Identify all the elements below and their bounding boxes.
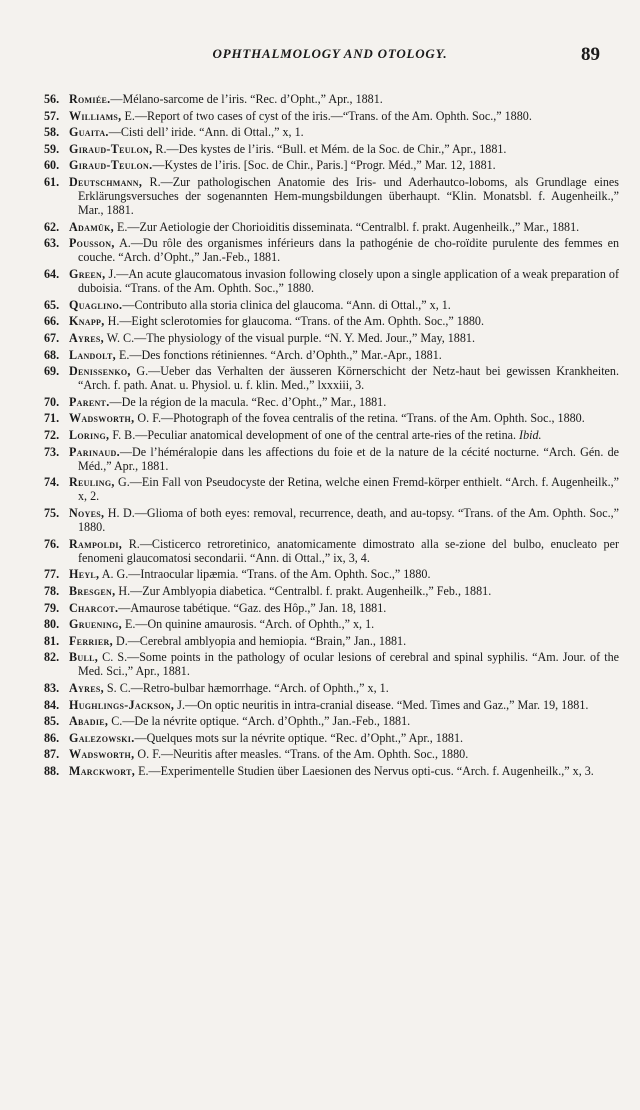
entry-author: Guaita. — [69, 125, 109, 140]
entry-author: Wadsworth, — [69, 747, 135, 762]
entry-citation: C. S.—Some points in the pathology of ocular lesions of cerebral and spinal syphilis. “Am. Jour. of the Med. Sci.,” Apr., 1881. — [78, 650, 619, 679]
entry-number: 81. — [44, 633, 60, 648]
entry-citation: —Kystes de l’iris. [Soc. de Chir., Paris.] “Progr. Méd.,” Mar. 12, 1881. — [152, 158, 496, 173]
entry-author: Galezowski. — [69, 730, 135, 745]
entry-author: Giraud-Teulon, — [69, 141, 153, 156]
bibliography-entry — [44, 617, 619, 631]
entry-author: Giraud-Teulon. — [69, 158, 153, 173]
entry-number: 65. — [44, 297, 60, 312]
bibliography-entry — [44, 395, 619, 409]
bibliography-entry — [44, 125, 619, 139]
entry-number: 80. — [44, 617, 60, 632]
entry-citation: E.—On quinine amaurosis. “Arch. of Ophth.,” x, 1. — [121, 617, 375, 632]
entry-author: Bresgen, — [69, 583, 116, 598]
entry-author: Marckwort, — [69, 763, 136, 778]
entry-number: 63. — [44, 236, 60, 251]
running-head — [60, 44, 600, 65]
entry-citation: E.—Zur Aetiologie der Chorioiditis disseminata. “Centralbl. f. prakt. Augenheilk.,” Mar., 1881. — [113, 219, 580, 234]
bibliography-entry — [44, 714, 619, 728]
bibliography-entry — [44, 634, 619, 648]
page-number: 89 — [581, 44, 600, 65]
bibliography-entry — [44, 109, 619, 123]
entry-citation: R.—Des kystes de l’iris. “Bull. et Mém. de la Soc. de Chir.,” Apr., 1881. — [152, 141, 507, 156]
entry-citation: —De la région de la macula. “Rec. d’Opht.,” Mar., 1881. — [109, 394, 387, 409]
entry-number: 75. — [44, 505, 60, 520]
entry-citation: R.—Zur pathologischen Anatomie des Iris- und Aderhautco-loboms, als Grundlage eines Erklärungsversuches der sogenannten Hem-mungsbildungen überhaupt. “Klin. Monatsbl. f. Augenheilk.,” Mar., 1881. — [78, 174, 619, 218]
entry-number: 64. — [44, 267, 60, 282]
entry-author: Ayres, — [69, 680, 104, 695]
bibliography-entry — [44, 348, 619, 362]
bibliography-entry — [44, 567, 619, 581]
entry-citation: A.—Du rôle des organismes inférieurs dans la pathogénie de cho-roïdite purulente des femmes en couche. “Arch. d’Opht.,” Jan.-Feb., 1881. — [78, 236, 619, 265]
bibliography-entry — [44, 428, 619, 442]
entry-citation: H.—Zur Amblyopia diabetica. “Centralbl. f. prakt. Augenheilk.,” Feb., 1881. — [115, 583, 492, 598]
entry-citation: —Mélano-sarcome de l’iris. “Rec. d’Opht.,” Apr., 1881. — [110, 92, 383, 106]
entry-number: 88. — [44, 763, 60, 778]
entry-number: 66. — [44, 314, 60, 329]
entry-number: 72. — [44, 427, 60, 442]
bibliography-entry — [44, 747, 619, 761]
entry-citation: A. G.—Intraocular lipæmia. “Trans. of the Am. Ophth. Soc.,” 1880. — [99, 567, 431, 582]
entry-author: Ferrier, — [69, 633, 113, 648]
entry-number: 77. — [44, 567, 60, 582]
entry-author: Reuling, — [69, 475, 115, 490]
entry-author: Deutschmann, — [69, 174, 143, 189]
entry-citation: H.—Eight sclerotomies for glaucoma. “Trans. of the Am. Ophth. Soc.,” 1880. — [104, 314, 485, 329]
entry-citation: —Cisti dell’ iride. “Ann. di Ottal.,” x, 1. — [108, 125, 304, 140]
bibliography-entry — [44, 411, 619, 425]
bibliography-entry — [44, 445, 619, 473]
entry-citation: E.—Experimentelle Studien über Laesionen des Nervus opti-cus. “Arch. f. Augenheilk.,” x, 3. — [135, 763, 594, 778]
entry-citation: D.—Cerebral amblyopia and hemiopia. “Brain,” Jan., 1881. — [112, 633, 407, 648]
bibliography-entry — [44, 220, 619, 234]
entry-number: 71. — [44, 411, 60, 426]
entry-author: Landolt, — [69, 347, 116, 362]
entry-citation: C.—De la névrite optique. “Arch. d’Ophth.,” Jan.-Feb., 1881. — [108, 714, 411, 729]
entry-author: Williams, — [69, 108, 122, 123]
bibliography-entry — [44, 298, 619, 312]
entry-author: Charcot. — [69, 600, 119, 615]
bibliography-entry — [44, 764, 619, 778]
entry-author: Quaglino. — [69, 297, 123, 312]
entry-number: 61. — [44, 174, 60, 189]
entry-author: Abadie, — [69, 714, 109, 729]
bibliography-entry — [44, 601, 619, 615]
entry-number: 62. — [44, 219, 60, 234]
bibliography-entry — [44, 584, 619, 598]
bibliography-entry — [44, 314, 619, 328]
entry-number: 79. — [44, 600, 60, 615]
entry-citation: W. C.—The physiology of the visual purple. “N. Y. Med. Jour.,” May, 1881. — [103, 330, 475, 345]
bibliography-entry — [44, 158, 619, 172]
bibliography-entry — [44, 236, 619, 264]
entry-citation: G.—Ueber das Verhalten der äusseren Körnerschicht der Netz-haut bei gewissen Krankheiten. “Arch. f. path. Anat. u. Physiol. u. f. klin. Med.,” lxxxiii, 3. — [78, 364, 619, 393]
entry-citation: R.—Cisticerco retroretinico, anatomicamente dimostrato alla se-zione del bulbo, enucleato per fenomeni glaucomatosi secondarii. “Ann. di Ottal.,” ix, 3, 4. — [78, 536, 619, 565]
entry-author: Noyes, — [69, 505, 105, 520]
entry-author: Rampoldi, — [69, 536, 123, 551]
entry-author: Knapp, — [69, 314, 105, 329]
entry-number: 67. — [44, 330, 60, 345]
entry-citation: E.—Des fonctions rétiniennes. “Arch. d’Ophth.,” Mar.-Apr., 1881. — [115, 347, 442, 362]
entry-number: 82. — [44, 650, 60, 665]
entry-number: 85. — [44, 714, 60, 729]
entry-citation: H. D.—Glioma of both eyes: removal, recurrence, death, and au-topsy. “Trans. of the Am. Ophth. Soc.,” 1880. — [78, 505, 619, 535]
bibliography-entry — [44, 475, 619, 503]
bibliography-entry — [44, 267, 619, 295]
entry-author: Loring, — [69, 427, 110, 442]
bibliography-entry — [44, 698, 619, 712]
entry-citation: G.—Ein Fall von Pseudocyste der Retina, welche einen Fremd-körper enthielt. “Arch. f. Augenheilk.,” x, 2. — [78, 475, 619, 504]
entry-number: 57. — [44, 108, 60, 123]
entry-citation: J.—An acute glaucomatous invasion following closely upon a single application of a weak preparation of duboisia. “Trans. of the Am. Ophth. Soc.,” 1880. — [78, 267, 619, 296]
entry-number: 59. — [44, 141, 60, 156]
entry-author: Heyl, — [69, 567, 100, 582]
entry-citation: J.—On optic neuritis in intra-cranial disease. “Med. Times and Gaz.,” Mar. 19, 1881. — [174, 697, 589, 712]
bibliography-entry — [44, 92, 619, 106]
entry-number: 74. — [44, 475, 60, 490]
entry-citation: F. B.—Peculiar anatomical development of one of the central arte-ries of the retina. — [109, 427, 520, 442]
entry-author: Adamük, — [69, 219, 114, 234]
entry-citation: O. F.—Neuritis after measles. “Trans. of the Am. Ophth. Soc., 1880. — [134, 747, 469, 762]
bibliography-entry — [44, 331, 619, 345]
entry-number: 70. — [44, 394, 60, 409]
entry-number: 73. — [44, 444, 60, 459]
entry-number: 83. — [44, 680, 60, 695]
entry-author: Ayres, — [69, 330, 104, 345]
entry-author: Bull, — [69, 650, 99, 665]
entry-citation: —De l’héméralopie dans les affections du foie et de la nature de la cécité nocturne. “Arch. Gén. de Méd.,” Apr., 1881. — [78, 444, 619, 473]
entry-citation: E.—Report of two cases of cyst of the iris.—“Trans. of the Am. Ophth. Soc.,” 1880. — [121, 108, 532, 123]
bibliography-entry — [44, 506, 619, 534]
entry-author: Pousson, — [69, 236, 115, 251]
entry-ibid: Ibid. — [519, 427, 542, 442]
running-head-title: OPHTHALMOLOGY AND OTOLOGY. — [212, 46, 448, 61]
bibliography-entry — [44, 731, 619, 745]
bibliography-entry — [44, 142, 619, 156]
entry-number: 78. — [44, 583, 60, 598]
entry-author: Green, — [69, 267, 106, 282]
entry-number: 86. — [44, 730, 60, 745]
entry-number: 60. — [44, 158, 60, 173]
entry-number: 76. — [44, 536, 60, 551]
bibliography-list — [44, 92, 619, 781]
entry-number: 58. — [44, 125, 60, 140]
entry-citation: —Contributo alla storia clinica del glaucoma. “Ann. di Ottal.,” x, 1. — [122, 297, 451, 312]
entry-author: Denissenko, — [69, 364, 131, 379]
entry-number: 56. — [44, 92, 60, 106]
entry-author: Romiée. — [69, 92, 111, 106]
entry-author: Gruening, — [69, 617, 122, 632]
entry-citation: S. C.—Retro-bulbar hæmorrhage. “Arch. of Ophth.,” x, 1. — [103, 680, 389, 695]
entry-citation: —Amaurose tabétique. “Gaz. des Hôp.,” Jan. 18, 1881. — [118, 600, 387, 615]
bibliography-entry — [44, 175, 619, 217]
entry-author: Parinaud. — [69, 444, 120, 459]
entry-author: Parent. — [69, 394, 110, 409]
entry-author: Wadsworth, — [69, 411, 135, 426]
bibliography-entry — [44, 537, 619, 565]
bibliography-entry — [44, 650, 619, 678]
entry-citation: —Quelques mots sur la névrite optique. “Rec. d’Opht.,” Apr., 1881. — [134, 730, 464, 745]
entry-number: 69. — [44, 364, 60, 379]
entry-author: Hughlings-Jackson, — [69, 697, 175, 712]
bibliography-entry — [44, 364, 619, 392]
entry-number: 68. — [44, 347, 60, 362]
entry-number: 87. — [44, 747, 60, 762]
bibliography-entry — [44, 681, 619, 695]
entry-citation: O. F.—Photograph of the fovea centralis of the retina. “Trans. of the Am. Ophth. Soc., 1880. — [134, 411, 585, 426]
entry-number: 84. — [44, 697, 60, 712]
